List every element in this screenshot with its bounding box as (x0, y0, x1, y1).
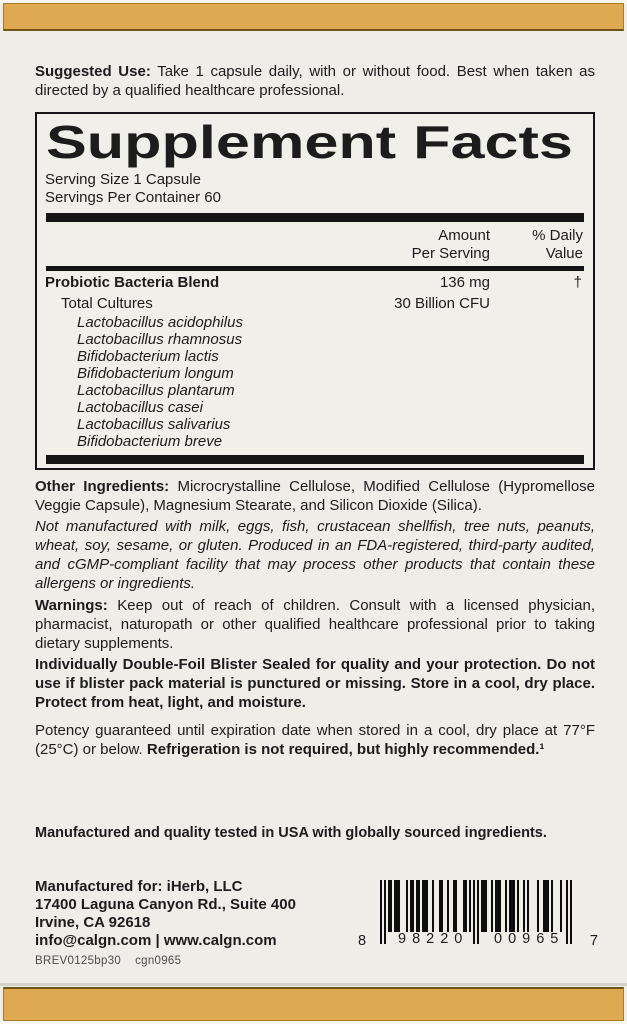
warnings-lead: Warnings: (35, 597, 108, 614)
strain-item: Lactobacillus rhamnosus (77, 331, 243, 348)
barcode-digit-left: 8 (358, 933, 367, 949)
warnings-paragraph (35, 596, 595, 653)
strain-item: Lactobacillus salivarius (77, 416, 231, 433)
strain-item: Lactobacillus acidophilus (77, 314, 243, 331)
potency-paragraph (35, 721, 595, 759)
cultures-name: Total Cultures (61, 295, 153, 312)
divider-thick-top (46, 213, 584, 222)
strain-item: Lactobacillus plantarum (77, 382, 235, 399)
strain-item: Bifidobacterium breve (77, 433, 223, 450)
strain-list (45, 314, 585, 450)
address-line-1: 17400 Laguna Canyon Rd., Suite 400 (35, 896, 296, 913)
dv-header-line1: % Daily (532, 227, 583, 244)
barcode-bar (570, 880, 572, 944)
strain-item: Bifidobacterium longum (77, 365, 234, 382)
amount-header-line2: Per Serving (411, 245, 490, 262)
barcode-group-1: 98220 (398, 931, 469, 947)
supplement-facts-panel (35, 112, 595, 470)
warnings-text: Keep out of reach of children. Consult with a licensed physician, pharmacist, naturopath or other qualified healthcare professional prior to taking dietary supplements. (35, 597, 595, 652)
potency-bold-text: Refrigeration is not required, but highly recommended.¹ (146, 741, 545, 758)
other-ingredients-paragraph (35, 477, 595, 515)
servings-per-container: Servings Per Container 60 (45, 189, 221, 206)
lot-code-2: cgn0965 (135, 955, 182, 967)
cultures-amount: 30 Billion CFU (394, 295, 490, 312)
address-line-2: Irvine, CA 92618 (35, 914, 151, 931)
barcode-group-2: 00965 (494, 931, 565, 947)
contact-line: info@calgn.com | www.calgn.com (35, 932, 277, 949)
potency-text: Potency guaranteed until expiration date when stored in a cool, dry place at 77°F (25°C) or below. (35, 722, 595, 758)
facts-column-headers (45, 222, 585, 266)
other-ingredients-lead: Other Ingredients: (35, 478, 170, 495)
strain-item: Lactobacillus casei (77, 399, 203, 416)
daily-value-column-header (532, 227, 583, 263)
blend-amount: 136 mg (439, 274, 490, 291)
daily-value-footnote (45, 468, 585, 470)
suggested-use-text: Take 1 capsule daily, with or without food. Best when taken as directed by a qualified healthcare professional. (35, 63, 595, 99)
upc-barcode (352, 880, 600, 955)
amount-column-header (412, 227, 490, 263)
barcode-space (529, 880, 537, 932)
strain-item: Bifidobacterium lactis (77, 348, 219, 365)
barcode-digit-right: 7 (589, 933, 598, 949)
divider-mid (46, 266, 584, 271)
cultures-row (45, 294, 585, 313)
amount-header-line1: Amount (438, 227, 490, 244)
origin-statement: Manufactured and quality tested in USA with globally sourced ingredients. (35, 825, 547, 841)
blend-name: Probiotic Bacteria Blend (45, 274, 220, 291)
supplement-facts-title: Supplement Facts (46, 116, 573, 168)
suggested-use-paragraph (35, 62, 595, 100)
manufactured-for-line: Manufactured for: iHerb, LLC (35, 878, 243, 895)
allergen-statement: Not manufactured with milk, eggs, fish, crustacean shellfish, tree nuts, peanuts, wheat, soy, sesame, or gluten. Produced in an FDA-registered, third-party audited, and cGMP-compliant facility that may process other products that contain these allergens or ingredients. (35, 518, 595, 592)
gold-band-bottom (3, 987, 624, 1021)
blend-row (45, 273, 585, 292)
blend-daily-value: † (573, 274, 582, 291)
dv-header-line2: Value (545, 245, 583, 262)
serving-size: Serving Size 1 Capsule (45, 171, 201, 188)
other-ingredients-text: Microcrystalline Cellulose, Modified Cellulose (Hypromellose Veggie Capsule), Magnesium Stearate, and Silicon Dioxide (Silica). (35, 478, 595, 514)
lot-code-1: BREV0125bp30 (35, 955, 122, 967)
blister-notice: Individually Double-Foil Blister Sealed for quality and your protection. Do not use if blister pack material is punctured or missing. Store in a cool, dry place. Protect from heat, light, and moisture. (35, 656, 595, 711)
gold-band-top (3, 3, 624, 31)
divider-thick-bottom (46, 455, 584, 464)
label-bottom-seam (0, 983, 627, 986)
suggested-use-lead: Suggested Use: (35, 63, 151, 80)
